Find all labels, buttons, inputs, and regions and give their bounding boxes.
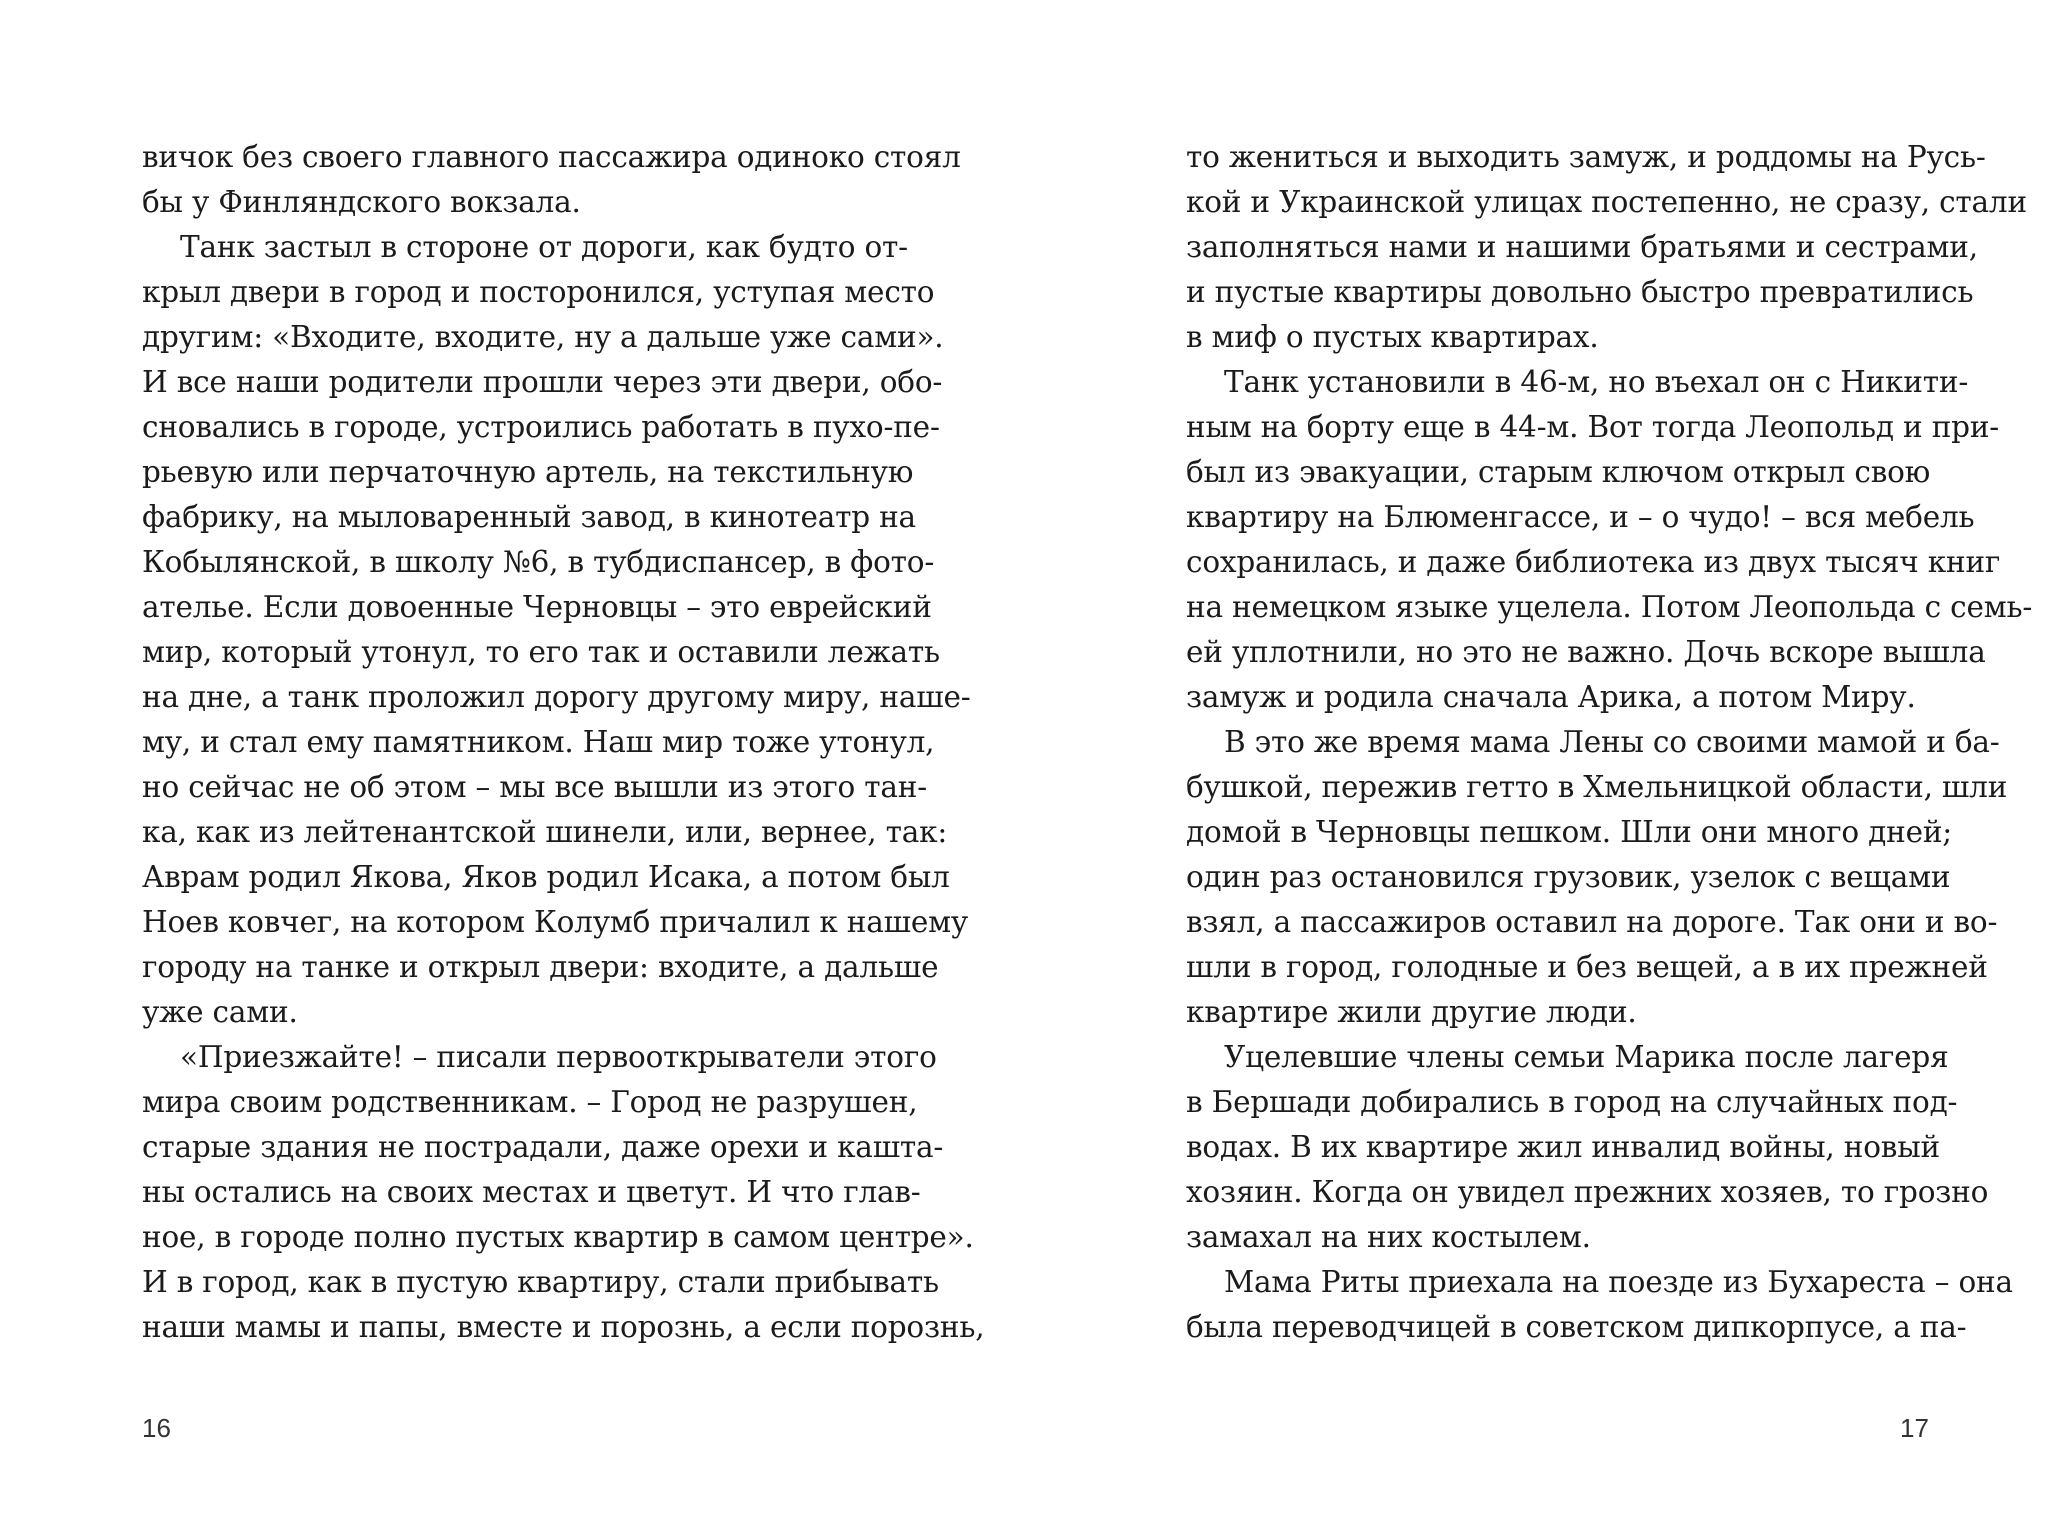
text-line: старые здания не пострадали, даже орехи и кашта- xyxy=(142,1130,944,1164)
text-line: рьевую или перчаточную артель, на текстильную xyxy=(142,455,914,489)
text-line: квартиру на Блюменгассе, и – о чудо! – вся мебель xyxy=(1186,500,1975,534)
text-line: Танк застыл в стороне от дороги, как будто от- xyxy=(180,230,908,264)
text-line: заполняться нами и нашими братьями и сестрами, xyxy=(1186,230,1978,264)
text-line: замуж и родила сначала Арика, а потом Миру. xyxy=(1186,680,1916,714)
text-line: Уцелевшие члены семьи Марика после лагеря xyxy=(1224,1040,1949,1074)
text-line: но сейчас не об этом – мы все вышли из этого тан- xyxy=(142,770,928,804)
text-line: крыл двери в город и посторонился, уступая место xyxy=(142,275,935,309)
left-page-text xyxy=(142,135,985,1350)
text-line: мир, который утонул, то его так и оставили лежать xyxy=(142,635,940,669)
text-line: то жениться и выходить замуж, и роддомы на Русь- xyxy=(1186,140,1986,174)
text-line: Мама Риты приехала на поезде из Бухареста – она xyxy=(1224,1265,2013,1299)
text-line: другим: «Входите, входите, ну а дальше уже сами». xyxy=(142,320,944,354)
text-line: наши мамы и папы, вместе и порознь, а если порознь, xyxy=(142,1310,985,1344)
text-line: в миф о пустых квартирах. xyxy=(1186,320,1599,354)
text-line: домой в Черновцы пешком. Шли они много дней; xyxy=(1186,815,1953,849)
text-line: сновались в городе, устроились работать в пухо-пе- xyxy=(142,410,940,444)
text-line: фабрику, на мыловаренный завод, в кинотеатр на xyxy=(142,500,916,534)
text-line: на немецком языке уцелела. Потом Леопольда с семь- xyxy=(1186,590,2033,624)
text-line: ателье. Если довоенные Черновцы – это еврейский xyxy=(142,590,932,624)
text-line: Танк установили в 46-м, но въехал он с Никити- xyxy=(1224,365,1969,399)
text-line: ное, в городе полно пустых квартир в самом центре». xyxy=(142,1220,974,1254)
text-line: кой и Украинской улицах постепенно, не сразу, стали xyxy=(1186,185,2027,219)
text-line: И все наши родители прошли через эти двери, обо- xyxy=(142,365,943,399)
text-line: шли в город, голодные и без вещей, а в их прежней xyxy=(1186,950,1988,984)
text-line: взял, а пассажиров оставил на дороге. Так они и во- xyxy=(1186,905,1998,939)
text-line: сохранилась, и даже библиотека из двух тысяч книг xyxy=(1186,545,2001,579)
text-line: ей уплотнили, но это не важно. Дочь вскоре вышла xyxy=(1186,635,1986,669)
text-line: И в город, как в пустую квартиру, стали прибывать xyxy=(142,1265,939,1299)
text-line: вичок без своего главного пассажира одиноко стоял xyxy=(142,140,961,174)
text-line: водах. В их квартире жил инвалид войны, новый xyxy=(1186,1130,1940,1164)
text-line: один раз остановился грузовик, узелок с вещами xyxy=(1186,860,1951,894)
text-line: бушкой, пережив гетто в Хмельницкой области, шли xyxy=(1186,770,2008,804)
text-line: В это же время мама Лены со своими мамой и ба- xyxy=(1224,725,2000,759)
text-line: Ноев ковчег, на котором Колумб причалил к нашему xyxy=(142,905,969,939)
page-number: 16 xyxy=(142,1413,171,1443)
text-line: и пустые квартиры довольно быстро превратились xyxy=(1186,275,1974,309)
text-line: городу на танке и открыл двери: входите, а дальше xyxy=(142,950,939,984)
text-line: была переводчицей в советском дипкорпусе, а па- xyxy=(1186,1310,1967,1344)
text-line: ка, как из лейтенантской шинели, или, вернее, так: xyxy=(142,815,948,849)
text-line: Кобылянской, в школу №6, в тубдиспансер, в фото- xyxy=(142,545,935,579)
right-page-text xyxy=(1186,135,2033,1350)
page-number: 17 xyxy=(1900,1413,1929,1443)
text-line: «Приезжайте! – писали первооткрыватели этого xyxy=(180,1040,937,1074)
text-line: хозяин. Когда он увидел прежних хозяев, то грозно xyxy=(1186,1175,1989,1209)
text-line: ны остались на своих местах и цветут. И что глав- xyxy=(142,1175,921,1209)
text-line: на дне, а танк проложил дорогу другому миру, наше- xyxy=(142,680,971,714)
text-line: уже сами. xyxy=(142,995,298,1029)
text-line: был из эвакуации, старым ключом открыл свою xyxy=(1186,455,1931,489)
text-line: ным на борту еще в 44-м. Вот тогда Леопольд и при- xyxy=(1186,410,2000,444)
text-line: в Бершади добирались в город на случайных под- xyxy=(1186,1085,1958,1119)
text-line: замахал на них костылем. xyxy=(1186,1220,1591,1254)
text-line: му, и стал ему памятником. Наш мир тоже утонул, xyxy=(142,725,935,759)
text-line: квартире жили другие люди. xyxy=(1186,995,1637,1029)
text-line: бы у Финляндского вокзала. xyxy=(142,185,581,219)
right-page xyxy=(1024,0,2048,1536)
text-line: мира своим родственникам. – Город не разрушен, xyxy=(142,1085,918,1119)
text-line: Аврам родил Якова, Яков родил Исака, а потом был xyxy=(142,860,950,894)
